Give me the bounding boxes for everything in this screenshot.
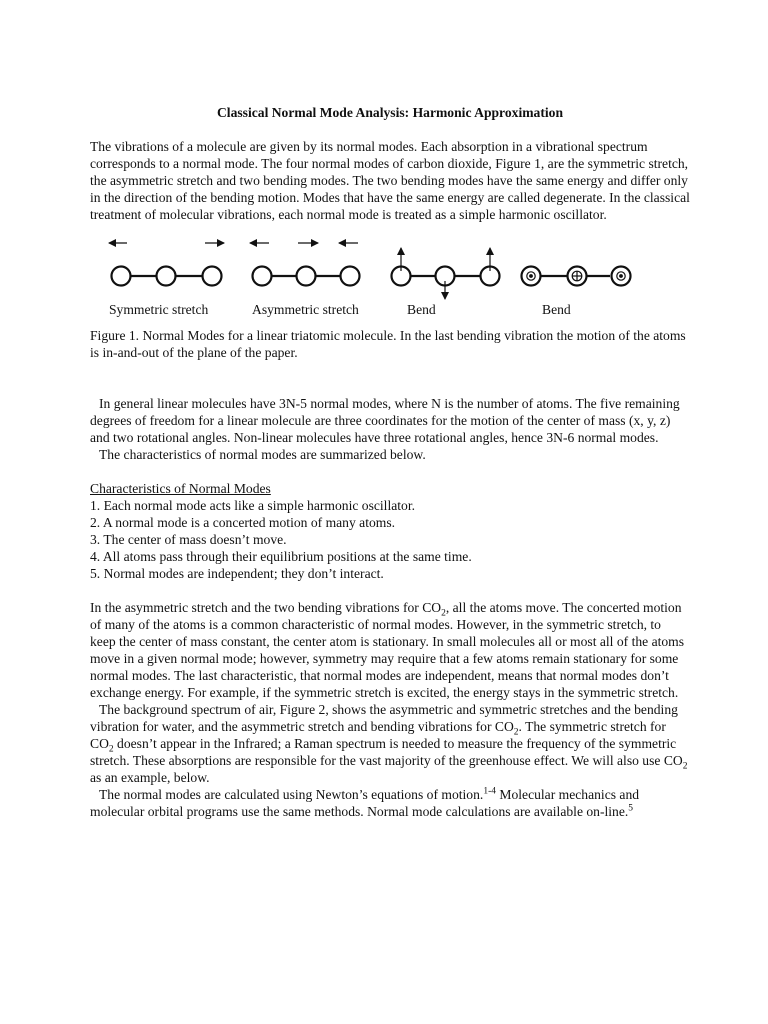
page-title: Classical Normal Mode Analysis: Harmonic Approximation xyxy=(216,105,564,120)
label-symmetric-stretch: Symmetric stretch xyxy=(109,302,209,317)
summary-intro: The characteristics of normal modes are summarized below. xyxy=(99,447,426,462)
label-asymmetric-stretch: Asymmetric stretch xyxy=(252,302,359,317)
normal-modes-figure xyxy=(90,231,690,315)
asymmetric-stretch-molecule xyxy=(253,267,360,286)
characteristic-item: 1. Each normal mode acts like a simple harmonic oscillator. xyxy=(90,498,416,513)
document-page xyxy=(90,104,690,820)
spectrum-paragraph: The background spectrum of air, Figure 2, shows the asymmetric and symmetric stretches and the bending vibration for water, and the asymmetric stretch and bending vibrations for $CO_2$. The symmetric stretch for $CO_2$ doesn’t appear in the Infrared; a Raman spectrum is needed to measure the frequency of the symmetric stretch. These absorptions are responsible for the vast majority of the greenhouse effect. We will also use $CO_2$ as an example, below. xyxy=(90,702,688,785)
characteristic-item: 5. Normal modes are independent; they don’t interact. xyxy=(90,566,384,581)
label-bend: Bend xyxy=(407,302,436,317)
reference-superscript: 1-4 xyxy=(483,786,496,797)
into-plane-plus-icon xyxy=(572,271,582,281)
label-bend-out-of-plane: Bend xyxy=(542,302,571,317)
symmetric-stretch-molecule xyxy=(112,267,222,286)
co2-paragraph: In the asymmetric stretch and the two bending vibrations for $CO_2$, all the atoms move. The concerted motion of many of the atoms is a common characteristic of normal modes. However, in the symmetric stretch, to keep the center of mass constant, the center atom is stationary. In small molecules all or most all of the atoms move in a given normal mode; however, symmetry may require that a few atoms remain stationary for some normal modes. The last characteristic, that normal modes are independent, means that normal modes don’t exchange energy. For example, if the symmetric stretch is excited, the energy stays in the symmetric stretch. xyxy=(90,600,685,700)
general-paragraph: In general linear molecules have 3N-5 normal modes, where N is the number of atoms. The five remaining degrees of freedom for a linear molecule are three coordinates for the motion of the center of mass (x, y, z) and two rotational angles. Non-linear molecules have three rotational angles, hence 3N-6 normal modes. xyxy=(90,396,680,445)
characteristic-item: 2. A normal mode is a concerted motion of many atoms. xyxy=(90,515,396,530)
reference-superscript: 5 xyxy=(628,803,634,814)
intro-paragraph: The vibrations of a molecule are given by its normal modes. Each absorption in a vibrational spectrum corresponds to a normal mode. The four normal modes of carbon dioxide, Figure 1, are the symmetric stretch, the asymmetric stretch and two bending modes. The two bending modes have the same energy and differ only in the direction of the bending motion. Modes that have the same energy are called degenerate. In the classical treatment of molecular vibrations, each normal mode is treated as a simple harmonic oscillator. xyxy=(90,139,690,222)
characteristic-item: 4. All atoms pass through their equilibrium positions at the same time. xyxy=(90,549,472,564)
figure-caption: Figure 1. Normal Modes for a linear triatomic molecule. In the last bending vibration the motion of the atoms is in-and-out of the plane of the paper. xyxy=(90,328,686,360)
characteristic-item: 3. The center of mass doesn’t move. xyxy=(90,532,287,547)
characteristics-heading: Characteristics of Normal Modes xyxy=(90,481,271,496)
methods-paragraph: The normal modes are calculated using Newton’s equations of motion.$^{1-4}$ Molecular mechanics and molecular orbital programs use the same methods. Normal mode calculations are available on-line.$^5$ xyxy=(90,786,640,819)
normal-modes-diagram xyxy=(90,231,690,301)
